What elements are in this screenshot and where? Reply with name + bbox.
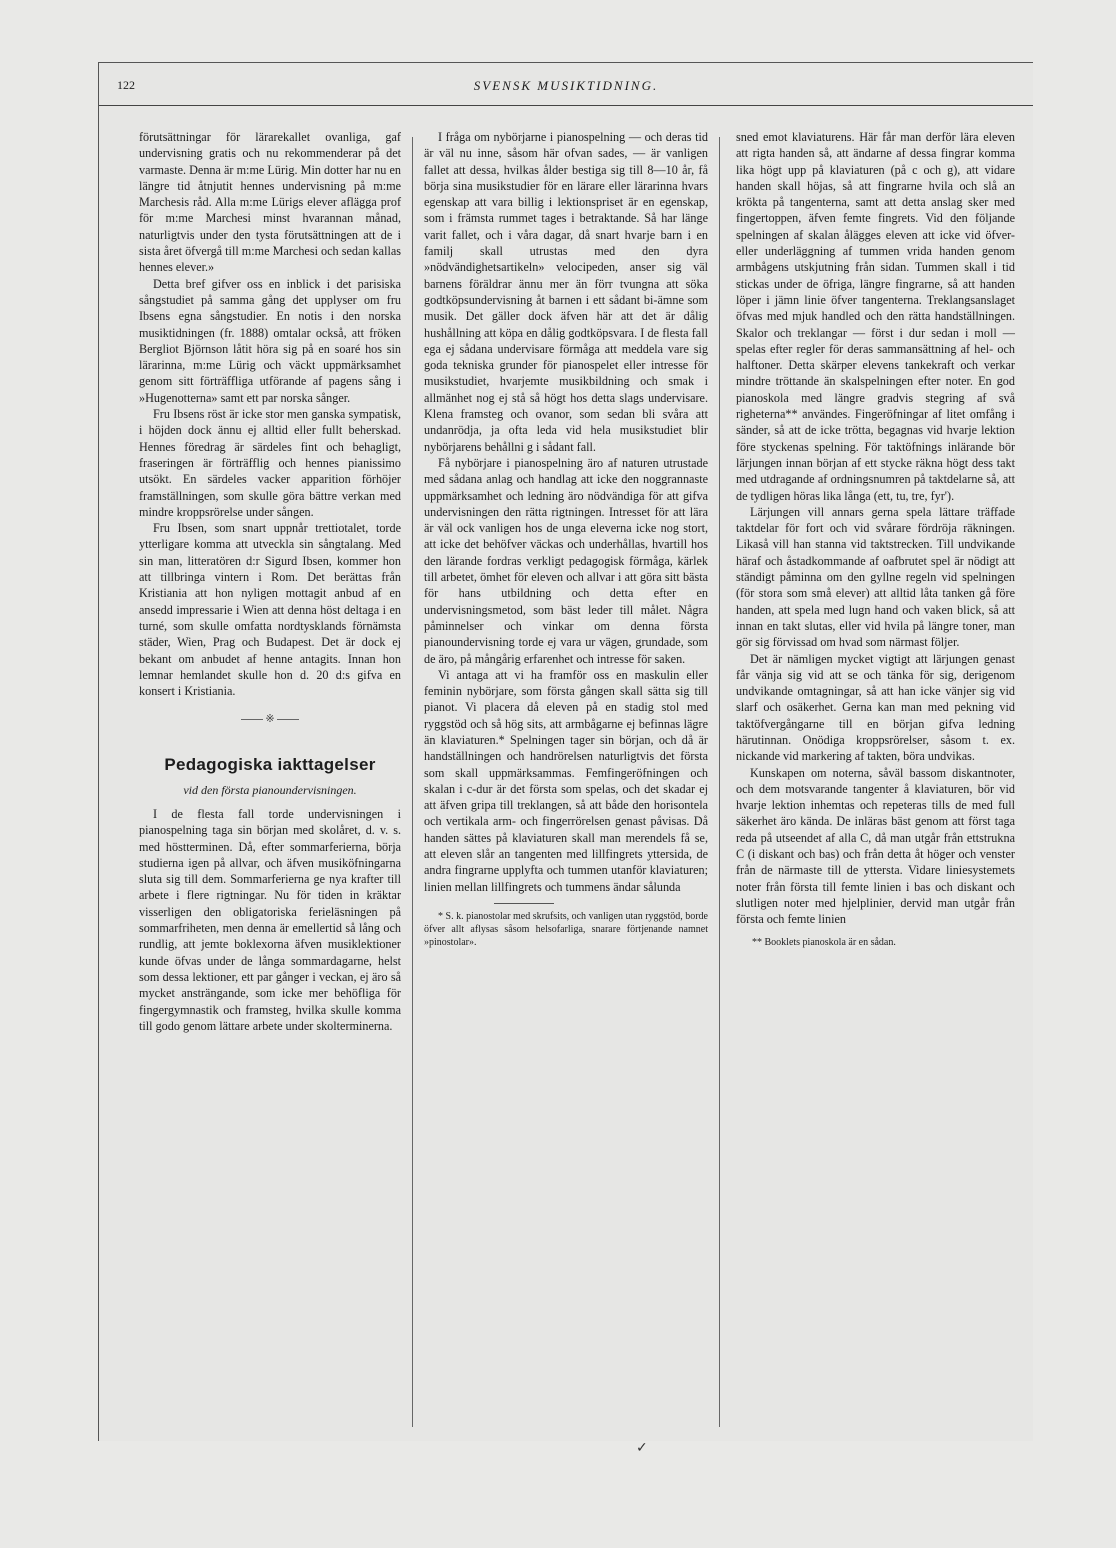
- column-rule-right: [719, 137, 720, 1427]
- separator-ornament: ※: [265, 713, 275, 726]
- paragraph: Detta bref gifver oss en inblick i det parisiska sångstudiet på samma gång det upplyser om fru Ibsens egna sångstudier. En notis i den norska musiktidningen (fr. 1888) omtalar också, att fröken Bergliot Björnson låtit höra sig på en soaré hos sin lärarinna, m:me Lürig och väckt uppmärksamhet genom sitt förträffliga utförande af pagens sång i »Hugenotterna» samt ett par norska sånger.: [139, 276, 401, 405]
- column-2: [424, 129, 708, 949]
- paragraph: I fråga om nybörjarne i pianospelning — och deras tid är väl nu inne, såsom här ofvan sades, — är vanligen fallet att dessa, hvilkas ålder bestiga sig till 8—10 år, få börja sina musikstudier för en lärare eller lärarinna hvars egenskap att vara billig i lektionspriset är en egenskap, som i främsta rummet tages i betraktande. Så har länge varit fallet, och i våra dagar, då snart hvarje barn i en familj skall utrustas med den dyra »nödvändighetsartikeln» velocipeden, anser sig väl barnens föräldrar ännu mer än förr tvungna att söka godtköpsundervisning åt barnen i ett sådant bi-ämne som musik. Det gäller dock äfven här att det är dålig hushållning att köpa en dålig godtköpsvara. I de flesta fall ega ej sådana undervisare förmåga att meddela vare sig goda tekniska grunder för pianospelet eller intresse för musikstudiet, hvarjemte musikbildning och smak i allmänhet nog ej stå så högt hos detta slags undervisare. Klena framsteg och ovanor, som sedan bli svåra att undanrödja, ja ofta leda vid hela musikstudiet blir nybörjarens behållni g i sådant fall.: [424, 130, 708, 454]
- footnote-rule: [494, 903, 554, 904]
- paragraph: Få nybörjare i pianospelning äro af naturen utrustade med sådana anlag och handlag att icke den noggrannaste uppmärksamhet och ledning äro nödvändiga för att gifva undervisningen den rätta rigtningen. Intresset för att lära är väl ock vanligen hos de unga eleverna icke nog stort, att icke det behöfver väckas och underhållas, hvartill hos den lärande fordras verkligt pedagogisk förmåga, kärlek till arbetet, ömhet för eleven och allvar i att göra sitt bästa för hans utbildning och detta efter en undervisningsmetod, som bäst leder till målet. Några påminnelser och vinkar om denna första pianoundervisning torde ej vara ur vägen, grundade, som de äro, på mångårig erfarenhet och intresse för saken.: [424, 455, 708, 666]
- footnote: * S. k. pianostolar med skrufsits, och vanligen utan ryggstöd, borde öfver allt aflysas såsom helsofarliga, snarare förtjenande namnet »pinostolar».: [424, 910, 708, 948]
- section-separator: [139, 711, 401, 727]
- page-number: 122: [117, 78, 135, 92]
- column-1: [139, 129, 401, 1034]
- page-header: [99, 63, 1033, 106]
- column-rule-left: [412, 137, 413, 1427]
- paragraph: Kunskapen om noterna, såväl bassom diskantnoter, och dem motsvarande tangenter å klaviaturen, bör vid hvarje lektion inhemtas och repeteras tills de med full säkerhet äro kända. De inläras bäst genom att först taga reda på utseendet af alla C, då man utgår från ettstrukna C (i diskant och bas) och från detta åt höger och venster från de närmaste till de yttersta. Vidare liniesystemets noter från första till femte linien i bas och diskant och slutligen noter med hjelplinier, dervid man utgår från första och femte linien: [736, 765, 1015, 927]
- section-title: Pedagogiska iakttagelser: [164, 754, 376, 774]
- paragraph: Lärjungen vill annars gerna spela lättare träffade taktdelar för fort och vid svårare fördröja räkningen. Likaså vill han stanna vid taktstrecken. Till undvikande häraf och åstadkommande af oafbrutet spel är nödigt att ständigt påminna om den gyllne regeln vid spelningen (för stora som små elever) att alltid låta tanken gå före handen, att spela med lugn hand och vaken blick, så att innan en takt slutas, eller vid hvila på längre toner, man gör sig förvissad om hvad som närmast följer.: [736, 504, 1015, 650]
- section-subtitle: vid den första pianoundervisningen.: [183, 782, 357, 797]
- paragraph: förutsättningar för lärarekallet ovanliga, gaf undervisning gratis och nu rekommenderar på det varmaste. Denna är m:me Lürig. Min dotter har nu en längre tid åtnjutit hennes undervisning på m:me Marchesis råd. Alla m:me Lürigs elever aflägga prof för m:me Marchesi minst hvarannan månad, naturligtvis under den tysta förutsättningen att de i sista året öfvergå till m:me Marchesi och sedan kallas hennes elever.»: [139, 130, 401, 275]
- column-3: [736, 129, 1015, 949]
- paragraph: Vi antaga att vi ha framför oss en maskulin eller feminin nybörjare, som första gången skall sätta sig till pianot. Vi placera då eleven på en stadig stol med ryggstöd och så hög sits, att armbågarne ej befinnas lägre än klaviaturen.* Spelningen tager sin början, och då är handställningen och handrörelsen naturligtvis det första som skall uppmärksammas. Femfingeröfningen och skalan i c-dur är det första som spelas, och det skadar ej att äfven gripa till treklangen, så att både den horisontela och vertikala arm- och fingerrörelsen genast påvisas. Då handen sättes på klaviaturen skall man merendels få se, att eleven slår an tangenten med lillfingrets yttersida, de andra fingrarne upplyfta och tummen utanför klaviaturen; linien mellan lillfingrets och tummens ändar sålunda: [424, 667, 708, 894]
- paragraph: sned emot klaviaturens. Här får man derför lära eleven att rigta handen så, att ändarne af dessa fingrar komma lika högt upp på klaviaturen (på c och g), att vidare handen skall höjas, så att fingrarne hvila och slå an krökta på tangenterna, samt att detta anslag sker med fingertoppen, äfven femte fingrets. Vid den följande spelningen af skalan ålägges eleven att icke vid öfver- eller underläggning af tummen vrida handen genom armbågens utskjutning från sidan. Tummen skall i tid stickas under de öfriga, längre fingrarne, så att handen löper i jämn linie öfver tangenterna. Treklangsanslaget öfvas med mjuk handled och den rätta handställningen. Skalor och treklangar — först i dur sedan i moll — spelas efter regler för deras sammansättning af hel- och halftoner. Detta skärper elevens tankekraft och verkar mindre tröttande än skalspelningen efter noter. En god pianoskola med längre gradvis stegring af svå righeterna** användes. Fingeröfningar af litet omfång i sänder, så att de icke trötta, begagnas vid hvarje lektion före styckenas spelning. För taktöfnings inlärande bör lärjungen innan början af ett stycke räkna högt dess takt med utdragande af ordningsnumren på taktdelarne så, att de tydligen höras lika långa (ett, tu, tre, fyr').: [736, 130, 1015, 503]
- footnote: ** Booklets pianoskola är en sådan.: [752, 936, 896, 948]
- paragraph: Det är nämligen mycket vigtigt att lärjungen genast får vänja sig vid att se och tänka för sig, derigenom undvikande omtagningar, så att han icke vänjer sig vid slarf och osäkerhet. Gerna kan man med pekning vid taktöfvergångarne till en början gifva ledning härutinnan. Onödiga kroppsrörelser, såsom t. ex. nickande vid markering af takten, böra undvikas.: [736, 651, 1015, 764]
- margin-check-mark: ✓: [636, 1440, 648, 1456]
- paragraph: Fru Ibsens röst är icke stor men ganska sympatisk, i höjden dock ännu ej alltid eller fullt beherskad. Hennes föredrag är särdeles fint och behagligt, fraseringen är förträfflig och hennes pianissimo utsökt. En särdeles vacker apparition förhöjer framställningen, som skulle göra bättre verkan med mindre kroppsrörelse under sången.: [139, 407, 401, 519]
- paragraph: Fru Ibsen, som snart uppnår trettiotalet, torde ytterligare komma att utveckla sin sångtalang. Med sin man, litteratören d:r Sigurd Ibsen, kommer hon att tillbringa vintern i Rom. Det berättas från Kristiania att hon nyligen mottagit anbud af en ansedd impressarie i Wien att denna höst deltaga i en turné, som skulle omfatta nordtysklands förnämsta städer, Wien, Prag och Budapest. Det är dock ej bekant om anbudet af henne antagits. Innan hon lemnar hemlandet skulle hon d. 20 d:s gifva en konsert i Kristiania.: [139, 521, 401, 699]
- journal-title: SVENSK MUSIKTIDNING.: [473, 78, 659, 93]
- paragraph: I de flesta fall torde undervisningen i pianospelning taga sin början med skolåret, d. v. s. med höstterminen. Då, efter sommarferierna, börja studierna igen på allvar, och äfven musiköfningarna sluta sig till dem. Sommarferierna ge nya krafter till arbete i flere rigtningar. Nu för tiden in kräktar visserligen den obligatoriska ferieläsningen på sommarfriheten, men denna är emellertid så lång och rundlig, att jemte boklexorna äfven musiklektioner kunde öfvas under de långa sommardagarne, helst som dessa lektioner, ett par gånger i veckan, ej äro så mycket ansträngande, som icke mer behöfliga för fingergymnastik och framsteg, hvilka skulle komma till godo genom lättare arbete under skolterminerna.: [139, 806, 401, 1033]
- newspaper-page: [98, 62, 1033, 1441]
